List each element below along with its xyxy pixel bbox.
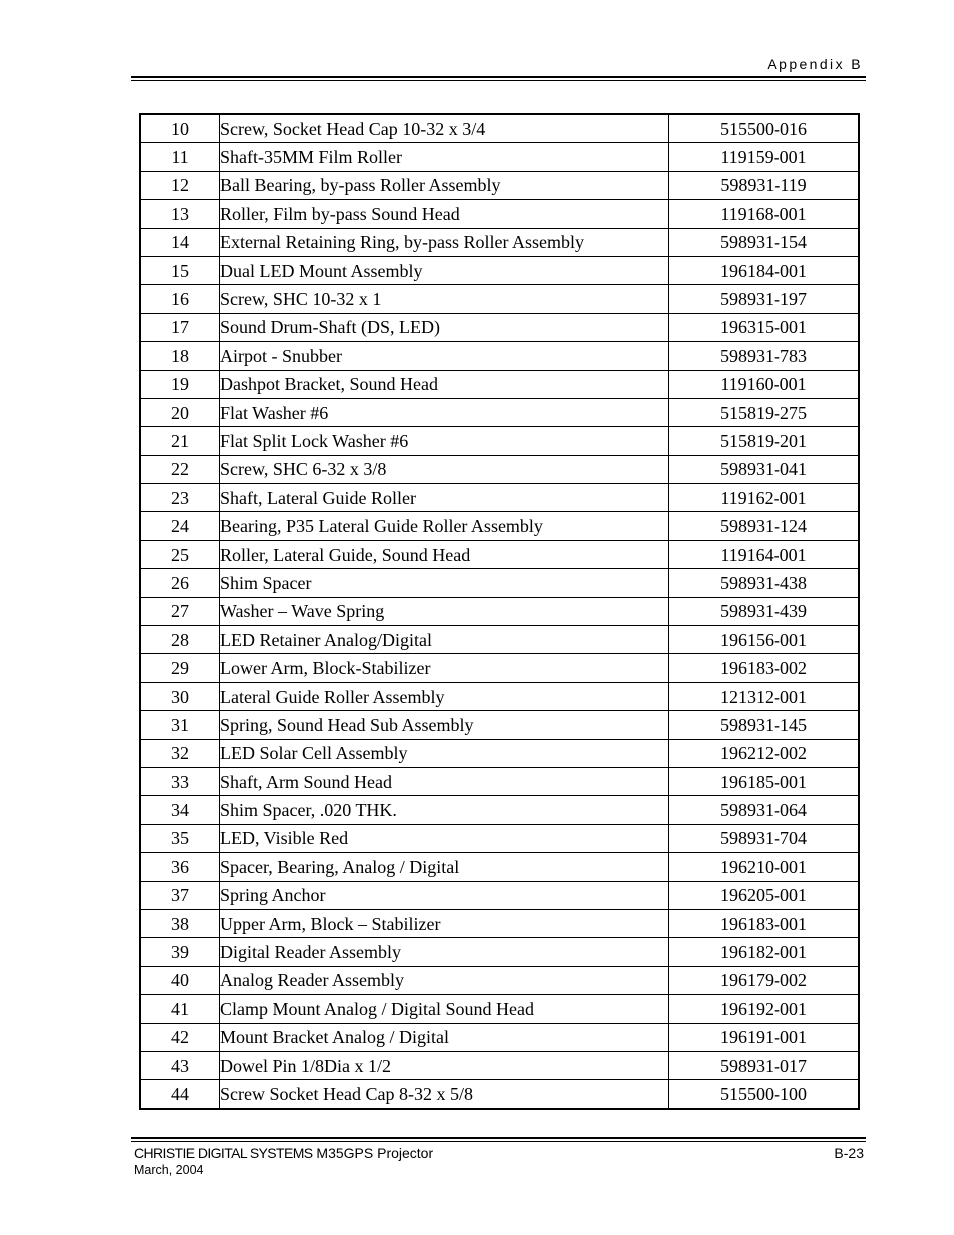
- description-cell: Screw Socket Head Cap 8-32 x 5/8: [220, 1080, 669, 1109]
- item-number-cell: 32: [140, 739, 220, 767]
- table-row: [140, 626, 859, 654]
- table-row: [140, 853, 859, 881]
- table-row: [140, 143, 859, 171]
- item-number-cell: 30: [140, 682, 220, 710]
- part-number-cell: 515819-201: [669, 427, 860, 455]
- description-cell: Spring, Sound Head Sub Assembly: [220, 711, 669, 739]
- part-number-cell: 196156-001: [669, 626, 860, 654]
- description-cell: LED, Visible Red: [220, 824, 669, 852]
- description-cell: Clamp Mount Analog / Digital Sound Head: [220, 995, 669, 1023]
- part-number-cell: 196191-001: [669, 1023, 860, 1051]
- table-row: [140, 824, 859, 852]
- table-row: [140, 540, 859, 568]
- description-cell: Roller, Film by-pass Sound Head: [220, 200, 669, 228]
- description-cell: LED Retainer Analog/Digital: [220, 626, 669, 654]
- item-number-cell: 25: [140, 540, 220, 568]
- description-cell: LED Solar Cell Assembly: [220, 739, 669, 767]
- part-number-cell: 196179-002: [669, 966, 860, 994]
- footer-rule-thin: [131, 1141, 866, 1142]
- part-number-cell: 598931-041: [669, 455, 860, 483]
- part-number-cell: 196315-001: [669, 313, 860, 341]
- section-header: Appendix B: [767, 56, 863, 72]
- item-number-cell: 11: [140, 143, 220, 171]
- table-row: [140, 597, 859, 625]
- item-number-cell: 28: [140, 626, 220, 654]
- description-cell: Bearing, P35 Lateral Guide Roller Assembly: [220, 512, 669, 540]
- item-number-cell: 34: [140, 796, 220, 824]
- table-row: [140, 569, 859, 597]
- part-number-cell: 196205-001: [669, 881, 860, 909]
- table-row: [140, 1051, 859, 1079]
- description-cell: Ball Bearing, by-pass Roller Assembly: [220, 171, 669, 199]
- item-number-cell: 41: [140, 995, 220, 1023]
- footer-page-number: B-23: [834, 1145, 864, 1161]
- description-cell: Lateral Guide Roller Assembly: [220, 682, 669, 710]
- part-number-cell: 119168-001: [669, 200, 860, 228]
- table-row: [140, 200, 859, 228]
- description-cell: Digital Reader Assembly: [220, 938, 669, 966]
- footer-product: M35GPS Projector: [316, 1145, 434, 1161]
- table-row: [140, 739, 859, 767]
- description-cell: Dual LED Mount Assembly: [220, 256, 669, 284]
- table-row: [140, 1080, 859, 1109]
- part-number-cell: 598931-119: [669, 171, 860, 199]
- header-rule-thick: [131, 76, 866, 78]
- table-row: [140, 313, 859, 341]
- header-rule-thin: [131, 80, 866, 81]
- part-number-cell: 598931-197: [669, 285, 860, 313]
- part-number-cell: 598931-017: [669, 1051, 860, 1079]
- table-row: [140, 398, 859, 426]
- item-number-cell: 31: [140, 711, 220, 739]
- footer-company: CHRISTIE DIGITAL SYSTEMS: [134, 1145, 313, 1161]
- part-number-cell: 598931-704: [669, 824, 860, 852]
- description-cell: Shaft, Arm Sound Head: [220, 767, 669, 795]
- table-row: [140, 938, 859, 966]
- part-number-cell: 598931-439: [669, 597, 860, 625]
- table-row: [140, 171, 859, 199]
- item-number-cell: 19: [140, 370, 220, 398]
- part-number-cell: 598931-438: [669, 569, 860, 597]
- item-number-cell: 13: [140, 200, 220, 228]
- table-row: [140, 285, 859, 313]
- item-number-cell: 27: [140, 597, 220, 625]
- footer-left: [134, 1145, 433, 1179]
- part-number-cell: 598931-154: [669, 228, 860, 256]
- item-number-cell: 24: [140, 512, 220, 540]
- parts-table: [139, 113, 860, 1110]
- table-row: [140, 512, 859, 540]
- part-number-cell: 515500-100: [669, 1080, 860, 1109]
- item-number-cell: 14: [140, 228, 220, 256]
- item-number-cell: 21: [140, 427, 220, 455]
- table-row: [140, 427, 859, 455]
- description-cell: Lower Arm, Block-Stabilizer: [220, 654, 669, 682]
- part-number-cell: 598931-064: [669, 796, 860, 824]
- description-cell: Flat Split Lock Washer #6: [220, 427, 669, 455]
- item-number-cell: 33: [140, 767, 220, 795]
- description-cell: Shim Spacer, .020 THK.: [220, 796, 669, 824]
- item-number-cell: 43: [140, 1051, 220, 1079]
- table-row: [140, 796, 859, 824]
- item-number-cell: 22: [140, 455, 220, 483]
- item-number-cell: 29: [140, 654, 220, 682]
- table-row: [140, 654, 859, 682]
- part-number-cell: 121312-001: [669, 682, 860, 710]
- table-row: [140, 455, 859, 483]
- part-number-cell: 196212-002: [669, 739, 860, 767]
- description-cell: External Retaining Ring, by-pass Roller Assembly: [220, 228, 669, 256]
- part-number-cell: 119160-001: [669, 370, 860, 398]
- item-number-cell: 12: [140, 171, 220, 199]
- item-number-cell: 26: [140, 569, 220, 597]
- item-number-cell: 35: [140, 824, 220, 852]
- part-number-cell: 515500-016: [669, 114, 860, 143]
- description-cell: Mount Bracket Analog / Digital: [220, 1023, 669, 1051]
- description-cell: Airpot - Snubber: [220, 342, 669, 370]
- item-number-cell: 23: [140, 484, 220, 512]
- description-cell: Dowel Pin 1/8Dia x 1/2: [220, 1051, 669, 1079]
- item-number-cell: 18: [140, 342, 220, 370]
- part-number-cell: 598931-783: [669, 342, 860, 370]
- description-cell: Spring Anchor: [220, 881, 669, 909]
- item-number-cell: 37: [140, 881, 220, 909]
- part-number-cell: 119162-001: [669, 484, 860, 512]
- table-row: [140, 256, 859, 284]
- table-row: [140, 682, 859, 710]
- part-number-cell: 196183-001: [669, 909, 860, 937]
- part-number-cell: 598931-124: [669, 512, 860, 540]
- part-number-cell: 119164-001: [669, 540, 860, 568]
- part-number-cell: 196183-002: [669, 654, 860, 682]
- item-number-cell: 20: [140, 398, 220, 426]
- description-cell: Screw, SHC 10-32 x 1: [220, 285, 669, 313]
- item-number-cell: 40: [140, 966, 220, 994]
- description-cell: Sound Drum-Shaft (DS, LED): [220, 313, 669, 341]
- item-number-cell: 38: [140, 909, 220, 937]
- description-cell: Screw, SHC 6-32 x 3/8: [220, 455, 669, 483]
- part-number-cell: 196182-001: [669, 938, 860, 966]
- table-row: [140, 228, 859, 256]
- description-cell: Shaft, Lateral Guide Roller: [220, 484, 669, 512]
- table-row: [140, 114, 859, 143]
- table-row: [140, 995, 859, 1023]
- part-number-cell: 196210-001: [669, 853, 860, 881]
- item-number-cell: 44: [140, 1080, 220, 1109]
- table-row: [140, 342, 859, 370]
- table-row: [140, 484, 859, 512]
- description-cell: Spacer, Bearing, Analog / Digital: [220, 853, 669, 881]
- part-number-cell: 196192-001: [669, 995, 860, 1023]
- item-number-cell: 17: [140, 313, 220, 341]
- part-number-cell: 515819-275: [669, 398, 860, 426]
- description-cell: Washer – Wave Spring: [220, 597, 669, 625]
- table-row: [140, 767, 859, 795]
- description-cell: Upper Arm, Block – Stabilizer: [220, 909, 669, 937]
- item-number-cell: 39: [140, 938, 220, 966]
- footer-rule-thick: [131, 1137, 866, 1139]
- table-row: [140, 966, 859, 994]
- item-number-cell: 36: [140, 853, 220, 881]
- description-cell: Roller, Lateral Guide, Sound Head: [220, 540, 669, 568]
- part-number-cell: 598931-145: [669, 711, 860, 739]
- description-cell: Analog Reader Assembly: [220, 966, 669, 994]
- table-row: [140, 711, 859, 739]
- part-number-cell: 119159-001: [669, 143, 860, 171]
- parts-table-body: [140, 114, 859, 1109]
- description-cell: Shim Spacer: [220, 569, 669, 597]
- description-cell: Screw, Socket Head Cap 10-32 x 3/4: [220, 114, 669, 143]
- part-number-cell: 196185-001: [669, 767, 860, 795]
- item-number-cell: 10: [140, 114, 220, 143]
- item-number-cell: 16: [140, 285, 220, 313]
- table-row: [140, 909, 859, 937]
- description-cell: Dashpot Bracket, Sound Head: [220, 370, 669, 398]
- item-number-cell: 15: [140, 256, 220, 284]
- description-cell: Flat Washer #6: [220, 398, 669, 426]
- table-row: [140, 370, 859, 398]
- table-row: [140, 881, 859, 909]
- description-cell: Shaft-35MM Film Roller: [220, 143, 669, 171]
- footer-date: March, 2004: [134, 1163, 204, 1177]
- item-number-cell: 42: [140, 1023, 220, 1051]
- table-row: [140, 1023, 859, 1051]
- part-number-cell: 196184-001: [669, 256, 860, 284]
